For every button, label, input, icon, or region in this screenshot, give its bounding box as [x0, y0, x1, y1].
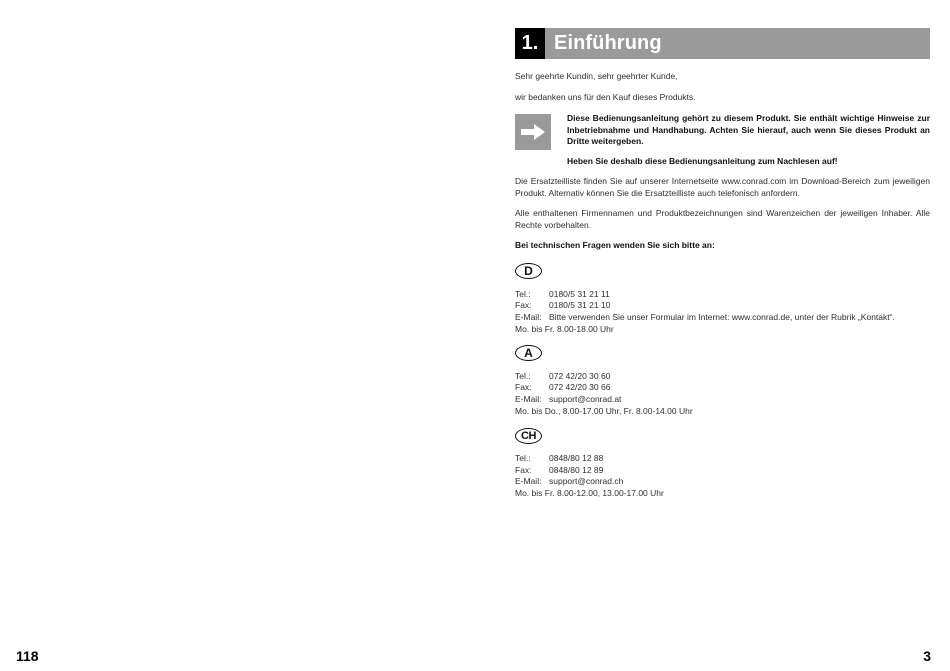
- country-badge-a: A: [515, 345, 542, 361]
- tel-value: 072 42/20 30 60: [549, 370, 611, 381]
- fax-label: Fax:: [515, 300, 532, 311]
- email-value: Bitte verwenden Sie unser Formular im Internet: www.conrad.de, unter der Rubrik „Kontakt“.: [549, 312, 895, 323]
- country-badge-d: D: [515, 263, 542, 279]
- tel-label: Tel.:: [515, 370, 531, 381]
- greeting: Sehr geehrte Kundin, sehr geehrter Kunde,: [515, 71, 678, 81]
- section-title: Einführung: [554, 32, 662, 54]
- tel-value: 0180/5 31 21 11: [549, 288, 610, 299]
- country-contact-ch: [515, 426, 930, 500]
- notice-block: [515, 113, 930, 167]
- keep-manual-note: Heben Sie deshalb diese Bedienungsanleitung zum Nachlesen auf!: [567, 155, 838, 166]
- hours-row: [515, 488, 930, 500]
- email-row: [515, 476, 930, 488]
- tech-questions-heading: Bei technischen Fragen wenden Sie sich bitte an:: [515, 240, 715, 250]
- notice-paragraph: Diese Bedienungsanleitung gehört zu diesem Produkt. Sie enthält wichtige Hinweise zur Inbetriebnahme und Handhabung. Achten Sie hierauf, auch wenn Sie dieses Produkt an Dritte weitergeben.: [567, 113, 930, 146]
- trademarks-paragraph: Alle enthaltenen Firmennamen und Produktbezeichnungen sind Warenzeichen der jeweiligen Inhaber. Alle Rechte vorbehalten.: [515, 208, 930, 230]
- fax-label: Fax:: [515, 382, 532, 393]
- fax-label: Fax:: [515, 464, 532, 475]
- contact-details: [515, 371, 930, 418]
- thanks-text: wir bedanken uns für den Kauf dieses Produkts.: [515, 91, 696, 102]
- content-column: [515, 28, 930, 500]
- country-badge-ch: CH: [515, 428, 542, 444]
- fax-value: 0848/80 12 89: [549, 464, 604, 475]
- tel-row: [515, 289, 930, 301]
- country-contact-d: [515, 262, 930, 336]
- email-label: E-Mail:: [515, 312, 542, 323]
- email-label: E-Mail:: [515, 476, 542, 487]
- fax-row: [515, 382, 930, 394]
- parts-list-paragraph: Die Ersatzteilliste finden Sie auf unserer Internetseite www.conrad.com im Download-Bereich zum jeweiligen Produkt. Alternativ können Sie die Ersatzteilliste auch telefonisch anfordern.: [515, 176, 930, 198]
- fax-value: 072 42/20 30 66: [549, 382, 611, 393]
- country-contact-a: [515, 344, 930, 418]
- hours-value: Mo. bis Fr. 8.00-12.00, 13.00-17.00 Uhr: [515, 488, 664, 499]
- contact-details: [515, 453, 930, 500]
- hours-row: [515, 324, 930, 336]
- tel-label: Tel.:: [515, 288, 531, 299]
- page-number-left: 118: [16, 648, 39, 664]
- hours-value: Mo. bis Do., 8.00-17.00 Uhr, Fr. 8.00-14.00 Uhr: [515, 406, 693, 417]
- email-row: [515, 312, 930, 324]
- section-number: 1.: [515, 28, 545, 59]
- contact-details: [515, 289, 930, 336]
- fax-value: 0180/5 31 21 10: [549, 300, 611, 311]
- fax-row: [515, 465, 930, 477]
- email-row: [515, 394, 930, 406]
- notice-text: [567, 113, 930, 167]
- fax-row: [515, 300, 930, 312]
- email-value: support@conrad.ch: [549, 476, 624, 487]
- tel-row: [515, 371, 930, 383]
- email-value: support@conrad.at: [549, 394, 622, 405]
- email-label: E-Mail:: [515, 394, 542, 405]
- page-number-right: 3: [923, 648, 931, 664]
- section-heading: [515, 28, 930, 59]
- hours-value: Mo. bis Fr. 8.00-18.00 Uhr: [515, 323, 614, 334]
- tel-label: Tel.:: [515, 452, 531, 463]
- hours-row: [515, 406, 930, 418]
- right-arrow-icon: [515, 114, 551, 150]
- tel-value: 0848/80 12 88: [549, 452, 604, 463]
- tel-row: [515, 453, 930, 465]
